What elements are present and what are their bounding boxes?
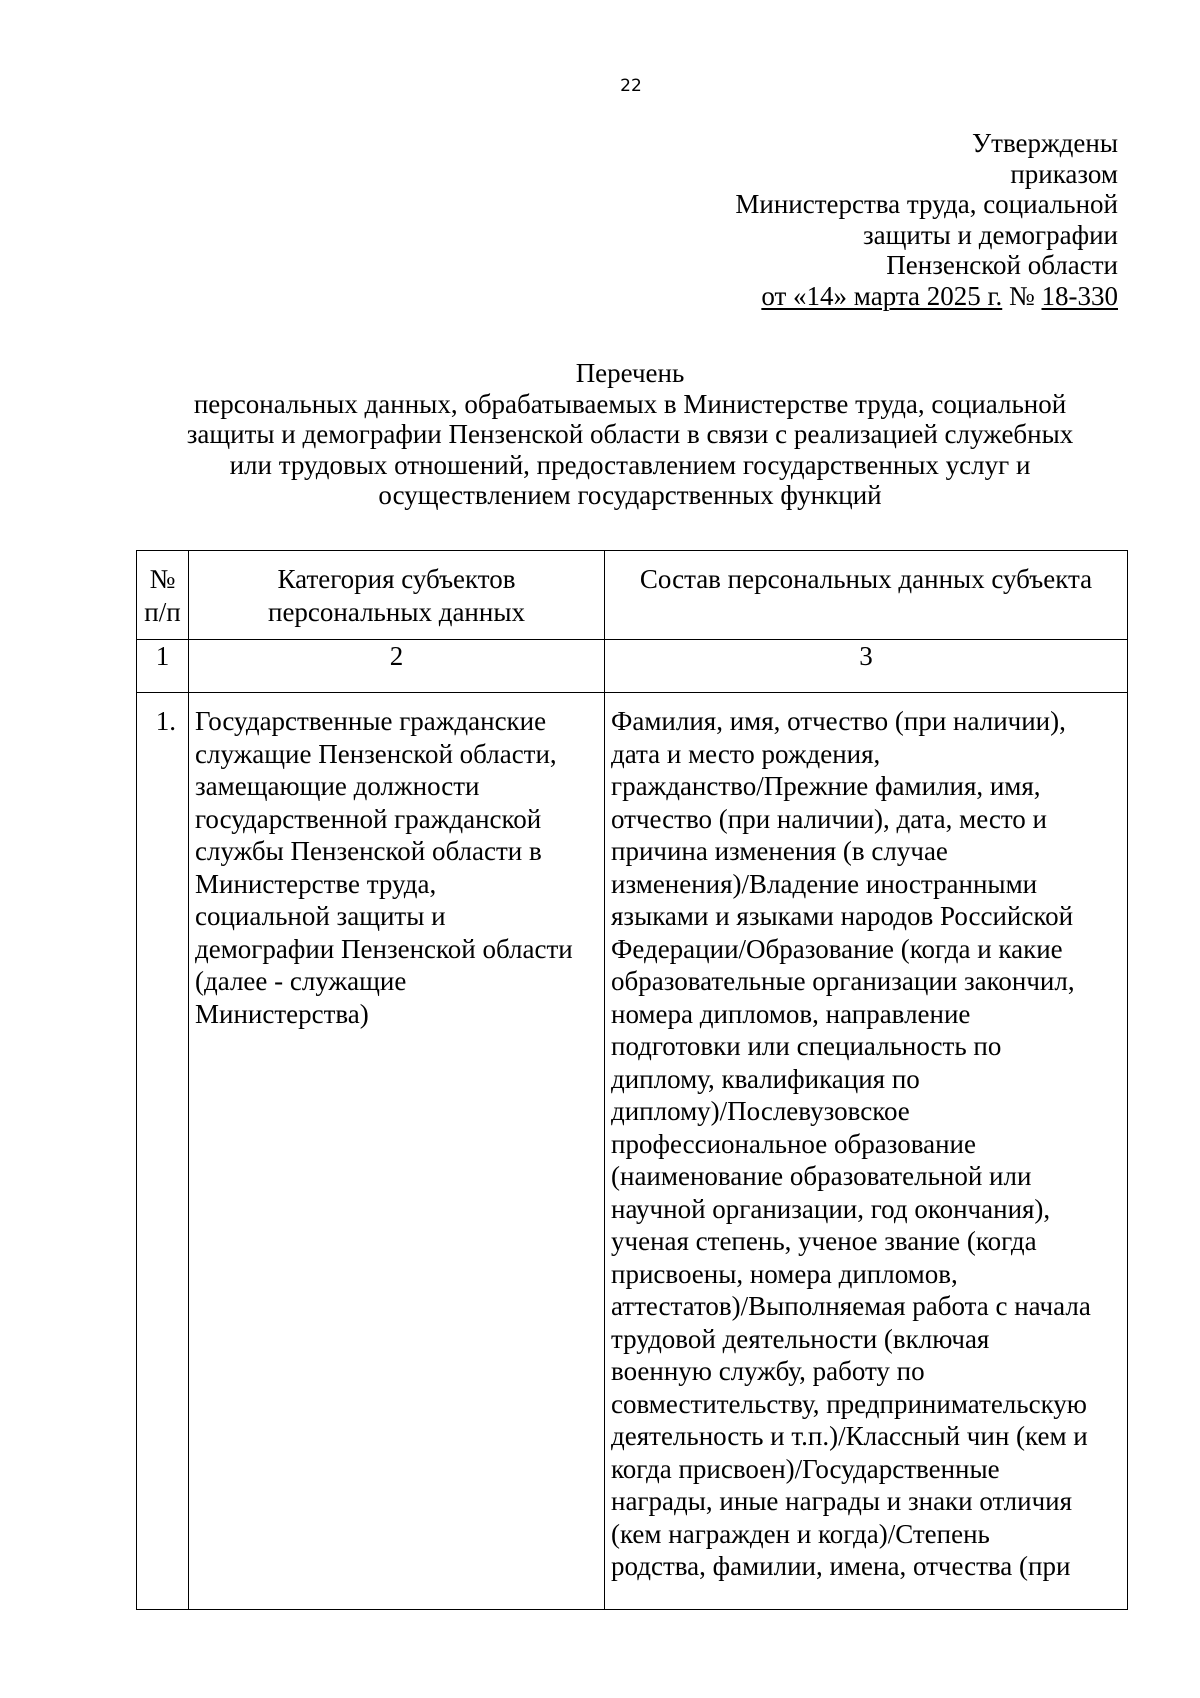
composition-line: трудовой деятельности (включая bbox=[611, 1323, 990, 1354]
approval-stamp bbox=[735, 128, 1118, 311]
composition-line: изменения)/Владение иностранными bbox=[611, 868, 1038, 899]
composition-line: военную службу, работу по bbox=[611, 1356, 925, 1386]
approval-date: от «14» марта 2025 г. bbox=[761, 280, 1003, 311]
composition-line: гражданство/Прежние фамилия, имя, bbox=[611, 771, 1041, 801]
composition-line: Федерации/Образование (когда и какие bbox=[611, 933, 1063, 964]
composition-line: совместительству, предпринимательскую bbox=[611, 1388, 1087, 1419]
composition-line: диплому, квалификация по bbox=[611, 1063, 920, 1094]
category-line: Министерства) bbox=[195, 998, 369, 1029]
category-line: замещающие должности bbox=[195, 771, 480, 801]
title-line: персональных данных, обрабатываемых в Министерстве труда, социальной bbox=[193, 388, 1067, 419]
composition-line: дата и место рождения, bbox=[611, 738, 881, 769]
category-line: Государственные гражданские bbox=[195, 706, 547, 736]
title-line: или трудовых отношений, предоставлением государственных услуг и bbox=[229, 449, 1031, 480]
header-composition-text: Состав персональных данных субъекта bbox=[639, 564, 1093, 594]
approval-line: Министерства труда, социальной bbox=[735, 189, 1118, 219]
header-num-line: № bbox=[149, 564, 176, 594]
page-number: 22 bbox=[620, 76, 642, 96]
column-number: 2 bbox=[189, 640, 605, 693]
composition-line: научной организации, год окончания), bbox=[611, 1193, 1051, 1224]
header-composition bbox=[605, 551, 1128, 640]
composition-line: Фамилия, имя, отчество (при наличии), bbox=[611, 706, 1066, 736]
approval-date-line bbox=[735, 281, 1118, 312]
document-title bbox=[100, 358, 1160, 511]
header-num-line: п/п bbox=[144, 596, 181, 627]
category-line: социальной защиты и bbox=[195, 901, 446, 931]
header-category-line: Категория субъектов bbox=[277, 564, 516, 594]
composition-line: (кем награжден и когда)/Степень bbox=[611, 1518, 990, 1549]
table-row bbox=[137, 693, 1128, 1610]
composition-line: ученая степень, ученое звание (когда bbox=[611, 1226, 1037, 1256]
composition-line: родства, фамилии, имена, отчества (при bbox=[611, 1551, 1071, 1581]
row-number: 1. bbox=[137, 693, 189, 1610]
composition-line: аттестатов)/Выполняемая работа с начала bbox=[611, 1291, 1091, 1321]
number-sign: № bbox=[1008, 280, 1035, 311]
approval-line: Утверждены bbox=[972, 128, 1118, 158]
category-line: служащие Пензенской области, bbox=[195, 738, 557, 769]
category-line: службы Пензенской области в bbox=[195, 836, 542, 866]
composition-line: отчество (при наличии), дата, место и bbox=[611, 803, 1047, 834]
row-category bbox=[189, 693, 605, 1610]
composition-line: присвоены, номера дипломов, bbox=[611, 1258, 958, 1289]
category-line: демографии Пензенской области bbox=[195, 933, 573, 964]
approval-line: защиты и демографии bbox=[862, 219, 1118, 250]
personal-data-table bbox=[136, 550, 1128, 1610]
column-number: 3 bbox=[605, 640, 1128, 693]
composition-line: (наименование образовательной или bbox=[611, 1161, 1032, 1191]
composition-line: образовательные организации закончил, bbox=[611, 966, 1075, 996]
header-category bbox=[189, 551, 605, 640]
composition-line: номера дипломов, направление bbox=[611, 998, 971, 1029]
title-line: осуществлением государственных функций bbox=[378, 480, 882, 510]
header-num bbox=[137, 551, 189, 640]
category-line: государственной гражданской bbox=[195, 803, 542, 834]
title-line: защиты и демографии Пензенской области в связи с реализацией служебных bbox=[186, 419, 1074, 449]
composition-line: профессиональное образование bbox=[611, 1128, 976, 1159]
title-heading: Перечень bbox=[575, 358, 685, 388]
approval-line: Пензенской области bbox=[886, 250, 1118, 280]
header-category-line: персональных данных bbox=[268, 596, 525, 627]
composition-line: когда присвоен)/Государственные bbox=[611, 1453, 1000, 1484]
row-composition bbox=[605, 693, 1128, 1610]
approval-line: приказом bbox=[1010, 158, 1118, 189]
composition-line: диплому)/Послевузовское bbox=[611, 1096, 910, 1126]
composition-line: деятельность и т.п.)/Классный чин (кем и bbox=[611, 1421, 1088, 1451]
column-numbers-row bbox=[137, 640, 1128, 693]
order-number: 18-330 bbox=[1041, 280, 1118, 311]
table-header-row bbox=[137, 551, 1128, 640]
composition-line: награды, иные награды и знаки отличия bbox=[611, 1486, 1073, 1516]
category-line: (далее - служащие bbox=[195, 966, 407, 996]
category-line: Министерстве труда, bbox=[195, 868, 437, 899]
composition-line: причина изменения (в случае bbox=[611, 836, 948, 866]
column-number: 1 bbox=[137, 640, 189, 693]
composition-line: языками и языками народов Российской bbox=[611, 901, 1074, 931]
composition-line: подготовки или специальность по bbox=[611, 1031, 1002, 1061]
